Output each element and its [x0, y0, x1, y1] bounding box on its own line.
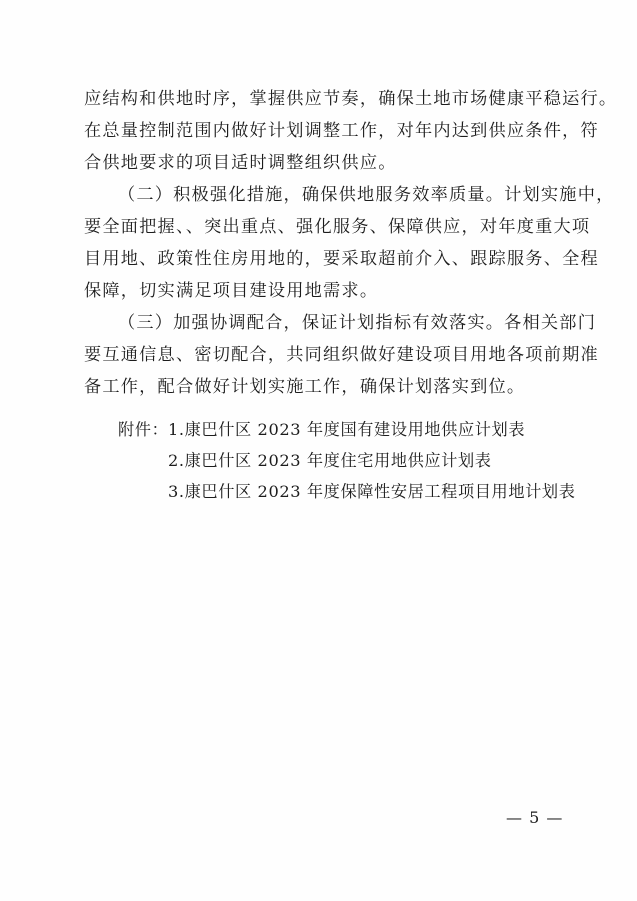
body-line: 保障，切实满足项目建设用地需求。 — [84, 281, 379, 301]
attachment-item-1: 1.康巴什区 2023 年度国有建设用地供应计划表 — [168, 420, 526, 439]
attachment-item-2: 2.康巴什区 2023 年度住宅用地供应计划表 — [168, 451, 492, 470]
body-line: 要互通信息、密切配合，共同组织做好建设项目用地各项前期准 — [84, 345, 599, 365]
body-line: 目用地、政策性住房用地的，要采取超前介入、跟踪服务、全程 — [84, 249, 599, 269]
body-line: 合供地要求的项目适时调整组织供应。 — [84, 153, 397, 173]
body-line: 在总量控制范围内做好计划调整工作，对年内达到供应条件，符 — [84, 121, 599, 141]
paragraph-heading-2: （二）积极强化措施，确保供地服务效率质量。计划实施中， — [118, 185, 615, 205]
attachments-label: 附件： — [118, 420, 169, 439]
body-line: 要全面把握、、突出重点、强化服务、保障供应，对年度重大项 — [84, 217, 591, 237]
paragraph-heading-3: （三）加强协调配合，保证计划指标有效落实。各相关部门 — [118, 313, 597, 333]
body-line: 应结构和供地时序，掌握供应节奏，确保土地市场健康平稳运行。 — [84, 89, 618, 109]
page-number: — 5 — — [506, 808, 564, 827]
body-line: 备工作，配合做好计划实施工作，确保计划落实到位。 — [84, 377, 526, 397]
attachment-item-3: 3.康巴什区 2023 年度保障性安居工程项目用地计划表 — [168, 482, 576, 501]
